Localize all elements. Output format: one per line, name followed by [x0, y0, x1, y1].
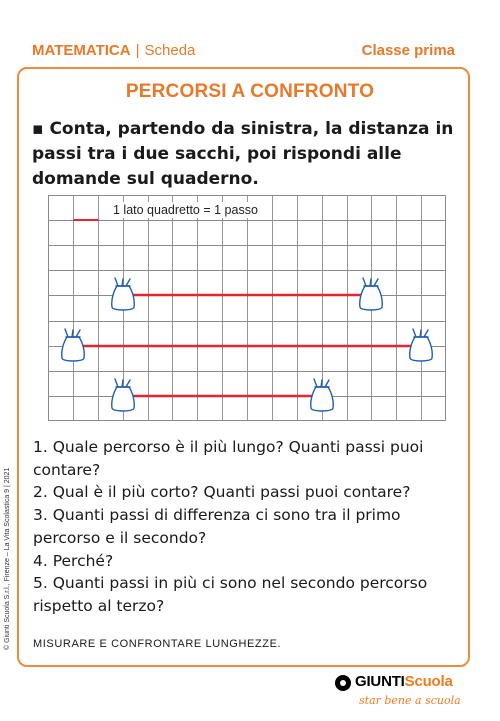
subject-line [32, 42, 195, 59]
grid-border [49, 196, 446, 421]
grid-exercise [48, 195, 446, 421]
worksheet-title: PERCORSI A CONFRONTO [125, 81, 375, 102]
question-1: 1. Quale percorso è il più lungo? Quanti passi puoi contare? [33, 438, 424, 479]
question-5: 5. Quanti passi in più ci sono nel secondo percorso rispetto al terzo? [33, 574, 428, 615]
question-4: 4. Perché? [33, 551, 114, 570]
logo-mark-icon [335, 675, 351, 691]
sheet-type-label: Scheda [144, 42, 196, 59]
questions-list [33, 436, 463, 618]
instruction-text: ▪ Conta, partendo da sinistra, la distanza in passi tra i due sacchi, poi rispondi alle domande sul quaderno. [32, 119, 454, 189]
page-header [32, 42, 455, 62]
squared-grid [48, 195, 446, 421]
logo-brand [355, 673, 453, 690]
logo-brand-b: Scuola [404, 673, 453, 690]
question-2: 2. Qual è il più corto? Quanti passi puoi contare? [33, 483, 411, 502]
header-separator: | [135, 42, 140, 59]
logo-brand-a: GIUNTI [355, 673, 405, 690]
subject-label: MATEMATICA [32, 42, 131, 59]
copyright-credit: © Giunti Scuola S.r.l., Firenze – La Vita Scolastica 9 | 2021 [4, 467, 11, 650]
class-label: Classe prima [361, 42, 455, 59]
logo-tagline: star bene a scuola [359, 694, 461, 707]
learning-objective: MISURARE E CONFRONTARE LUNGHEZZE. [33, 638, 282, 650]
question-3: 3. Quanti passi di differenza ci sono tra il primo percorso e il secondo? [33, 506, 401, 547]
grid-legend: 1 lato quadretto = 1 passo [110, 202, 261, 218]
giunti-scuola-logo [335, 673, 465, 713]
